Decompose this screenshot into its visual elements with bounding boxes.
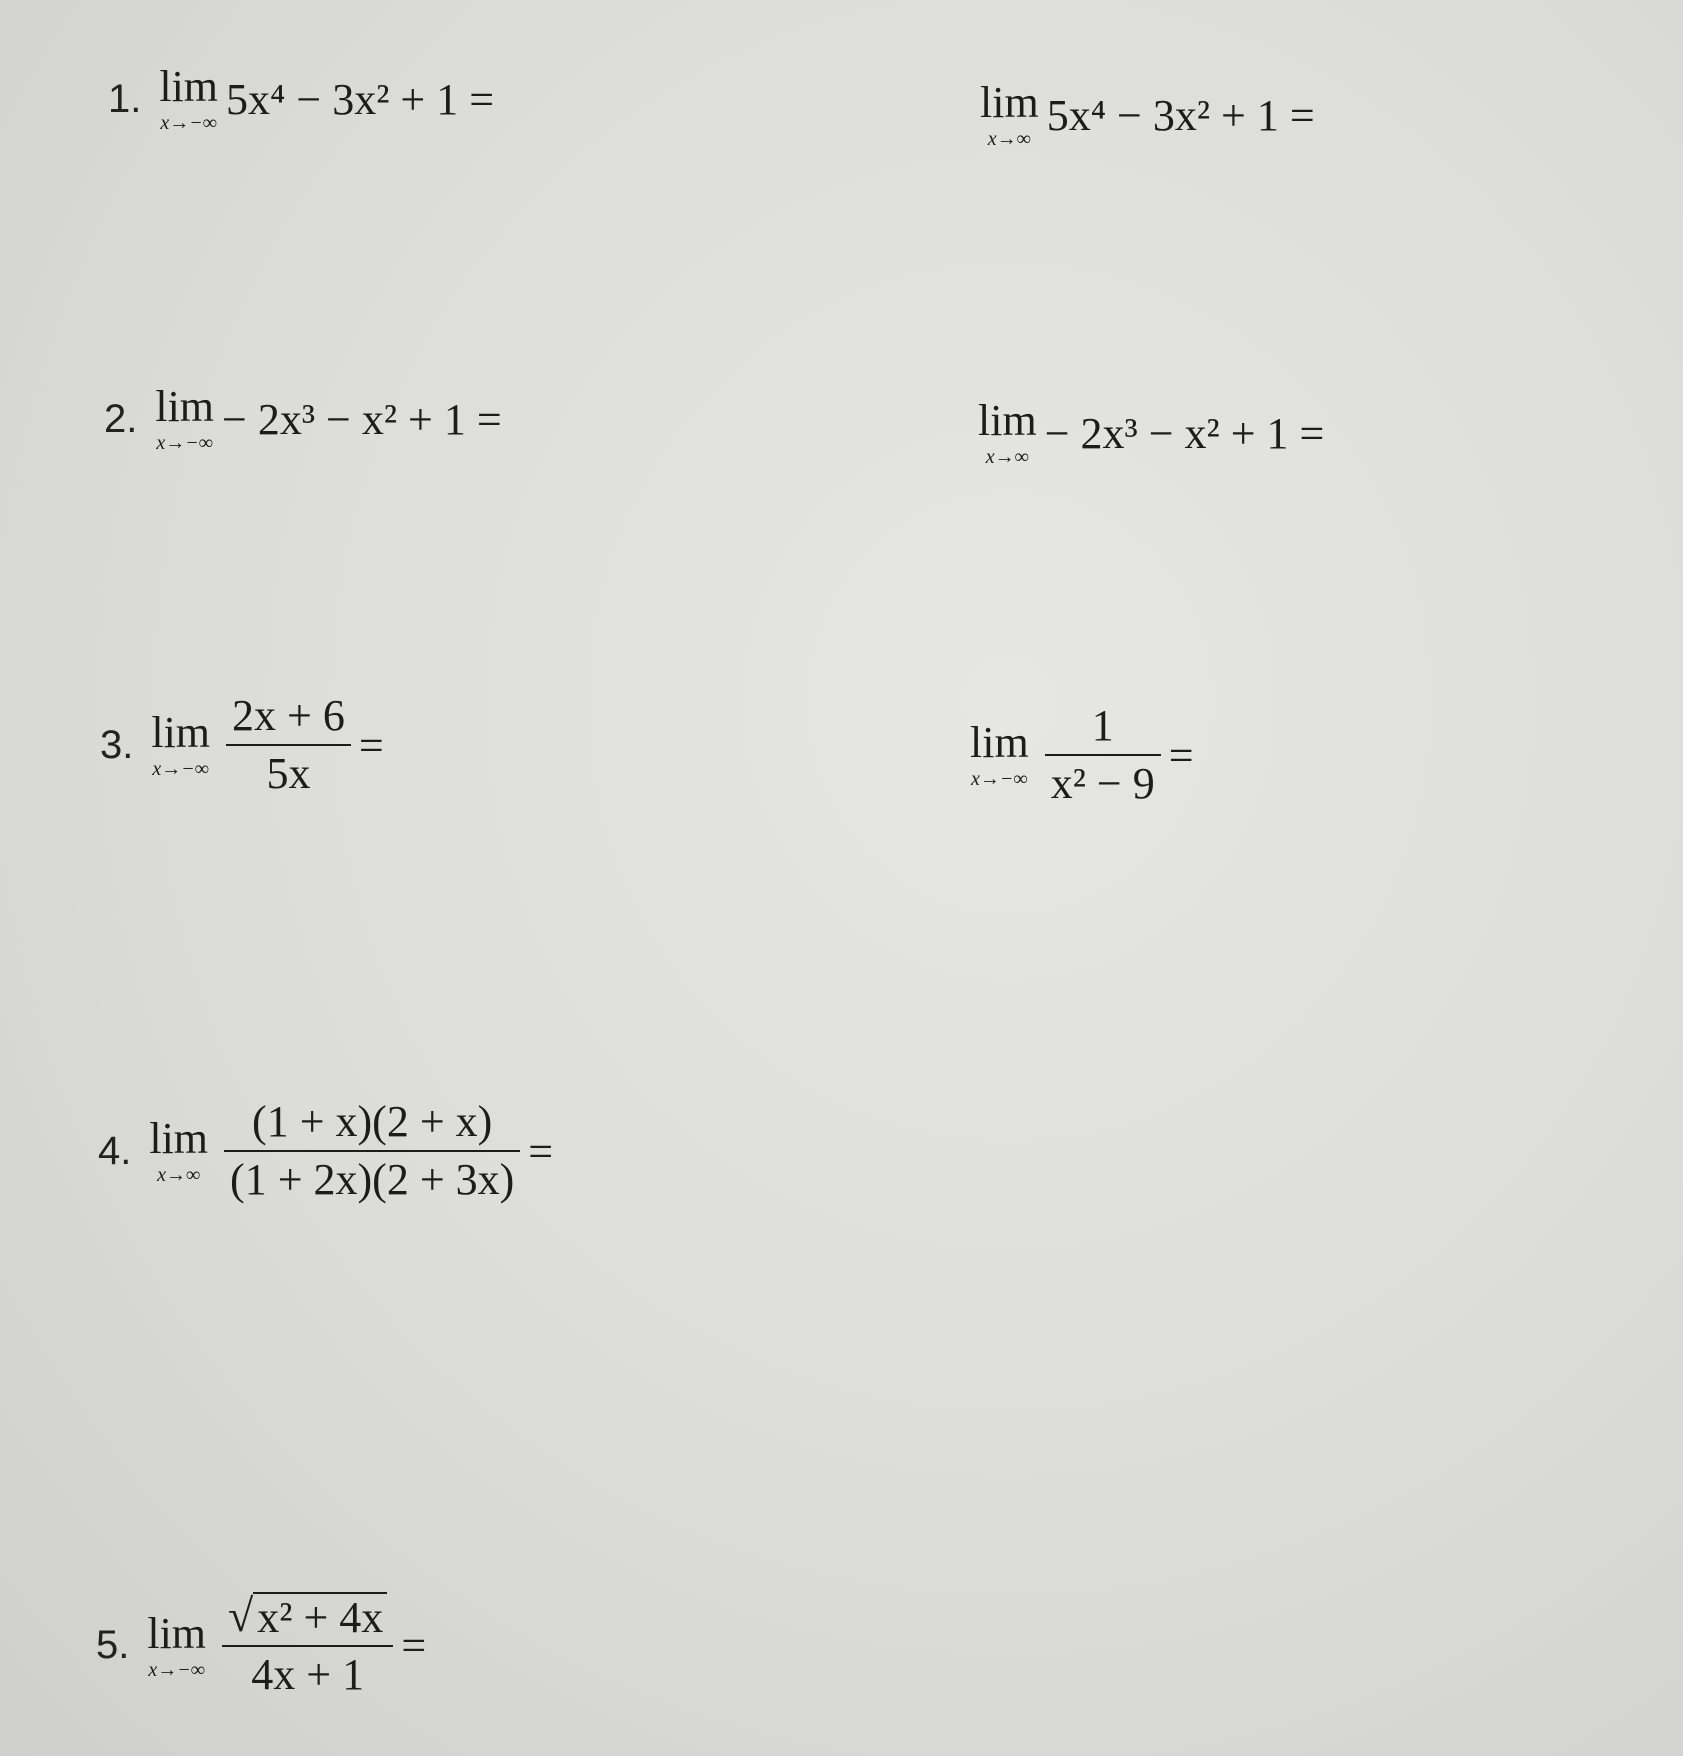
fraction-bar	[226, 744, 351, 746]
equals-sign: =	[358, 720, 384, 770]
problem-3-left	[100, 690, 384, 800]
numerator: (1 + x)(2 + x)	[252, 1097, 493, 1146]
limit-operator	[151, 710, 210, 780]
fraction	[224, 1096, 520, 1206]
problem-number: 2.	[104, 396, 138, 441]
lim-word: lim	[147, 1608, 207, 1658]
lim-word: lim	[970, 718, 1029, 767]
problem-2-left	[104, 384, 502, 454]
limit-operator	[149, 1116, 208, 1186]
limit-expression: − 2x³ − x² + 1 =	[222, 394, 502, 444]
denominator: (1 + 2x)(2 + 3x)	[230, 1155, 515, 1204]
limit-operator	[978, 398, 1037, 468]
equals-sign: =	[401, 1621, 427, 1670]
limit-operator	[155, 384, 214, 454]
fraction-bar	[224, 1150, 520, 1152]
limit-operator	[147, 1608, 207, 1681]
equals-sign: =	[1168, 730, 1194, 780]
lim-word: lim	[978, 396, 1037, 445]
numerator: 2x + 6	[232, 691, 345, 740]
numerator	[222, 1590, 393, 1643]
lim-subscript: x→−∞	[148, 1658, 206, 1681]
fraction-bar	[222, 1645, 393, 1647]
limit-expression: 5x⁴ − 3x² + 1 =	[1046, 90, 1315, 140]
problem-4	[98, 1096, 553, 1206]
lim-word: lim	[151, 708, 211, 757]
lim-word: lim	[149, 1114, 209, 1163]
lim-word: lim	[159, 62, 219, 111]
lim-subscript: x→∞	[987, 128, 1031, 150]
fraction	[1045, 700, 1161, 810]
lim-subscript: x→−∞	[971, 768, 1028, 790]
lim-subscript: x→∞	[985, 446, 1029, 468]
problem-3-right	[970, 700, 1194, 810]
problem-number: 1.	[108, 76, 142, 121]
problem-2-right	[978, 398, 1324, 468]
lim-subscript: x→−∞	[160, 112, 218, 134]
fraction	[226, 690, 351, 800]
lim-subscript: x→∞	[157, 1164, 201, 1186]
lim-subscript: x→−∞	[156, 432, 214, 454]
numerator: 1	[1091, 701, 1114, 750]
limit-operator	[980, 80, 1039, 150]
limit-expression: 5x⁴ − 3x² + 1 =	[226, 74, 495, 124]
limit-operator	[970, 720, 1029, 790]
radicand: x² + 4x	[253, 1592, 387, 1642]
limit-operator	[159, 64, 218, 134]
fraction	[222, 1590, 393, 1701]
lim-word: lim	[155, 382, 215, 431]
denominator: 5x	[266, 749, 311, 798]
problem-1-right	[980, 80, 1315, 150]
fraction-bar	[1045, 754, 1161, 756]
square-root	[228, 1590, 387, 1642]
radical-sign: √	[228, 1590, 254, 1641]
limit-expression: − 2x³ − x² + 1 =	[1044, 408, 1325, 458]
lim-subscript: x→−∞	[152, 758, 210, 780]
problem-5	[96, 1590, 426, 1701]
equals-sign: =	[528, 1126, 554, 1176]
denominator: 4x + 1	[251, 1650, 365, 1699]
problem-1-left	[108, 64, 494, 134]
problem-number: 5.	[96, 1623, 130, 1667]
denominator: x² − 9	[1050, 759, 1155, 808]
lim-word: lim	[980, 78, 1039, 127]
problem-number: 4.	[98, 1128, 132, 1173]
problem-number: 3.	[100, 722, 134, 767]
